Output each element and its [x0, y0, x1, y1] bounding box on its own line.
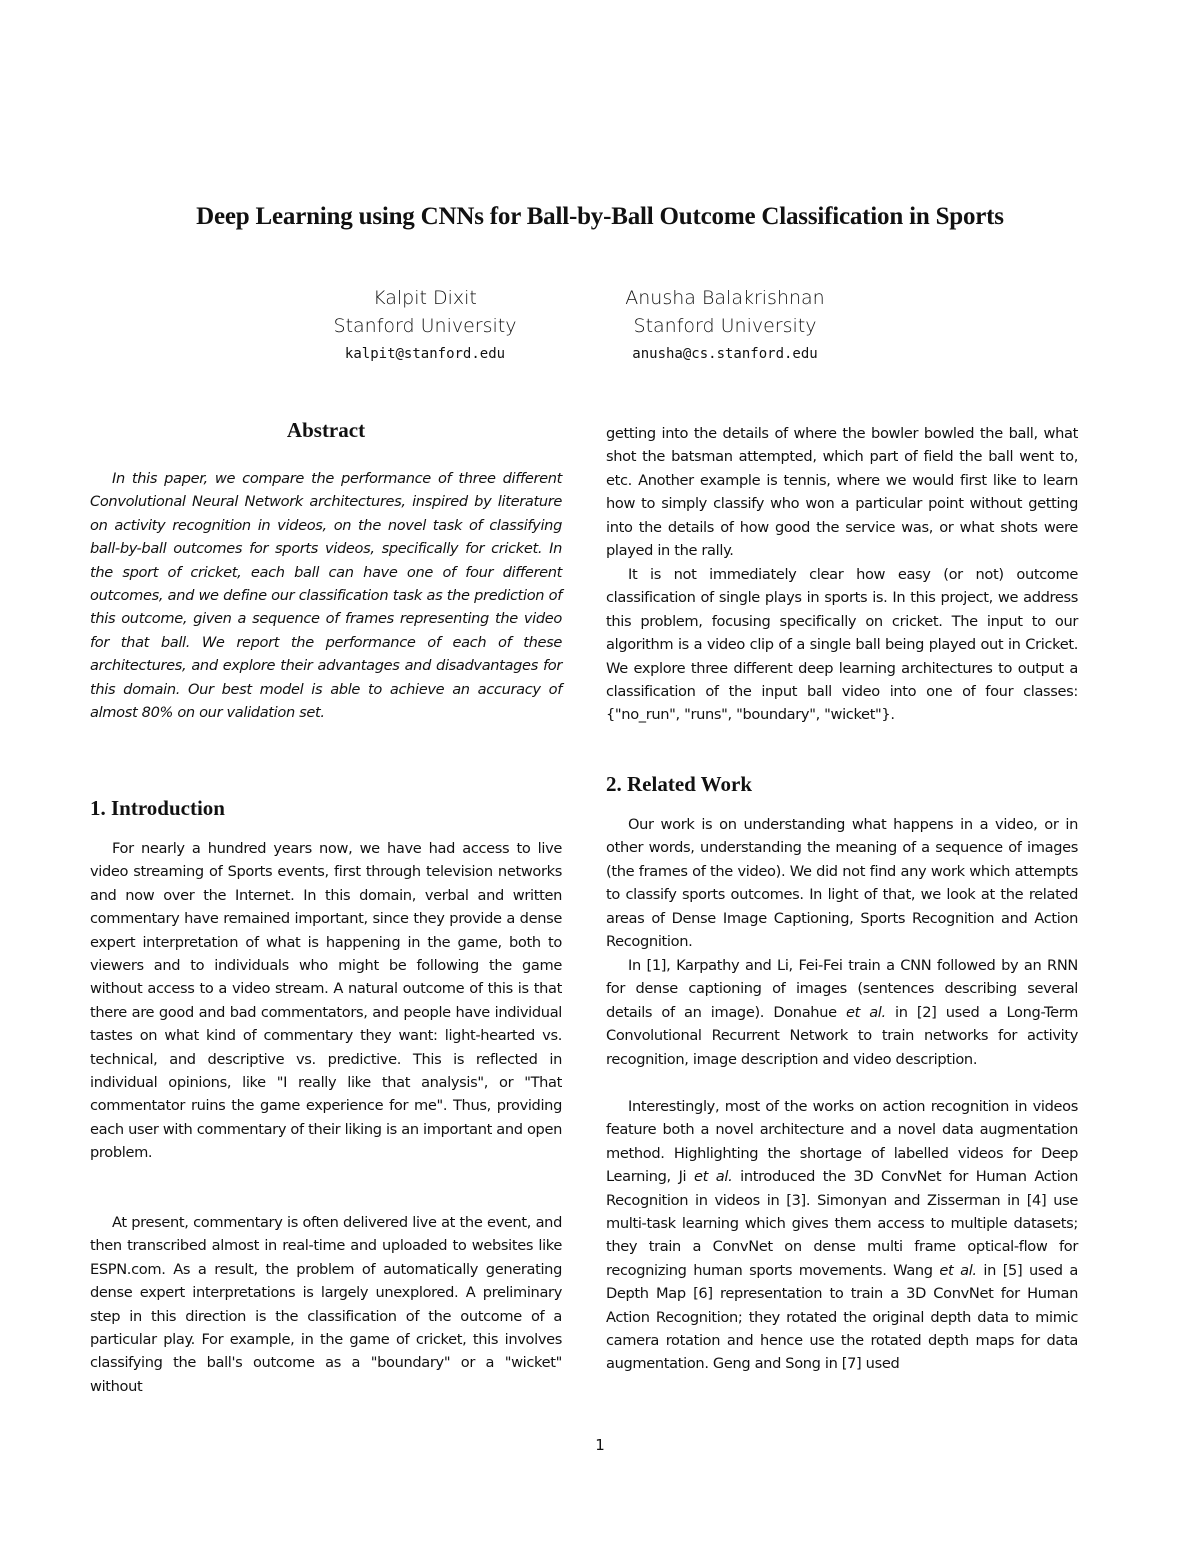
introduction-paragraph-2: At present, commentary is often delivered live at the event, and then transcribed almost in real-time and uploaded to websites like ESPN.com. As a result, the problem of automatically generating dense expert interpretations is largely unexplored. A preliminary step in this direction is the classification of the outcome of a particular play. For example, in the game of cricket, this involves classifying the ball's outcome as a "boundary" or a "wicket" without — [90, 1214, 562, 1395]
related-work-heading: 2. Related Work — [606, 772, 753, 796]
et-al-emphasis: et al. — [694, 1168, 733, 1186]
et-al-emphasis: et al. — [939, 1261, 977, 1279]
page-number: 1 — [595, 1436, 605, 1454]
related-work-text: In [1], Karpathy and Li, Fei-Fei train a CNN followed by an RNN for dense captioning of images (sentences describing several details of an image). Donahue — [606, 957, 1078, 1021]
introduction-paragraph-2-continued: getting into the details of where the bowler bowled the ball, what shot the batsman attempted, which part of field the ball went to, etc. Another example is tennis, where we would first like to learn how to simply classify who won a particular point without getting into the details of how good the service was, or what shots were played in the rally. — [606, 425, 1078, 560]
author-email: anusha@cs.stanford.edu — [632, 346, 818, 362]
author-block-2 — [545, 284, 905, 362]
related-work-text: in [2] used a Long-Term Convolutional Recurrent Network to train networks for activity recognition, image description and video description. — [606, 1003, 1078, 1068]
introduction-heading: 1. Introduction — [90, 796, 225, 820]
et-al-emphasis: et al. — [845, 1003, 886, 1021]
related-work-text: Interestingly, most of the works on action recognition in videos feature both a novel architecture and a novel data augmentation method. Highlighting the shortage of labelled videos for Deep Learning, Ji — [606, 1098, 1078, 1186]
author-name: Kalpit Dixit — [373, 287, 477, 309]
related-work-text: in [5] used a Depth Map [6] representation to train a 3D ConvNet for Human Action Recognition; they rotated the original depth data to mimic camera rotation and hence use the rotated depth maps for data augmentation. Geng and Song in [7] used — [606, 1261, 1078, 1373]
paper-title: Deep Learning using CNNs for Ball-by-Ball Outcome Classification in Sports — [196, 203, 1004, 230]
introduction-paragraph-1: For nearly a hundred years now, we have had access to live video streaming of Sports events, first through television networks and now over the Internet. In this domain, verbal and written commentary have remained important, since they provide a dense expert interpretation of what is happening in the game, both to viewers and to individuals who might be following the game without access to a video stream. A natural outcome of this is that there are good and bad commentators, and people have individual tastes on what kind of commentary they want: light-hearted vs. technical, and descriptive vs. predictive. This is reflected in individual opinions, like "I really like that analysis", or "That commentator ruins the game experience for me". Thus, providing each user with commentary of their liking is an important and open problem. — [90, 840, 562, 1162]
related-work-paragraph-3 — [606, 1095, 1078, 1376]
author-affiliation: Stanford University — [333, 315, 517, 337]
author-name: Anusha Balakrishnan — [625, 287, 825, 309]
introduction-paragraph-3: It is not immediately clear how easy (or not) outcome classification of single plays in sports is. In this project, we address this problem, focusing specifically on cricket. The input to our algorithm is a video clip of a single ball being played out in Cricket. We explore three different deep learning architectures to output a classification of the input ball video into one of four classes: {"no_run", "runs", "boundary", "wicket"}. — [606, 566, 1078, 724]
abstract-heading: Abstract — [286, 418, 366, 442]
related-work-paragraph-1: Our work is on understanding what happens in a video, or in other words, understanding the meaning of a sequence of images (the frames of the video). We did not find any work which attempts to classify sports outcomes. In light of that, we look at the related areas of Dense Image Captioning, Sports Recognition and Action Recognition. — [606, 816, 1078, 951]
related-work-paragraph-2 — [606, 954, 1078, 1071]
author-affiliation: Stanford University — [633, 315, 817, 337]
author-email: kalpit@stanford.edu — [344, 346, 506, 362]
related-work-text: introduced the 3D ConvNet for Human Action Recognition in videos in [3]. Simonyan and Zisserman in [4] use multi-task learning which gives them access to multiple datasets; they train a ConvNet on dense multi frame optical-flow for recognizing human sports movements. Wang — [606, 1168, 1078, 1279]
abstract-text: In this paper, we compare the performance of three different Convolutional Neural Network architectures, inspired by literature on activity recognition in videos, on the novel task of classifying ball-by-ball outcomes for sports videos, specifically for cricket. In the sport of cricket, each ball can have one of four different outcomes, and we define our classification task as the prediction of this outcome, given a sequence of frames representing the video for that ball. We report the performance of each of these architectures, and explore their advantages and disadvantages for this domain. Our best model is able to achieve an accuracy of almost 80% on our validation set. — [90, 470, 562, 722]
